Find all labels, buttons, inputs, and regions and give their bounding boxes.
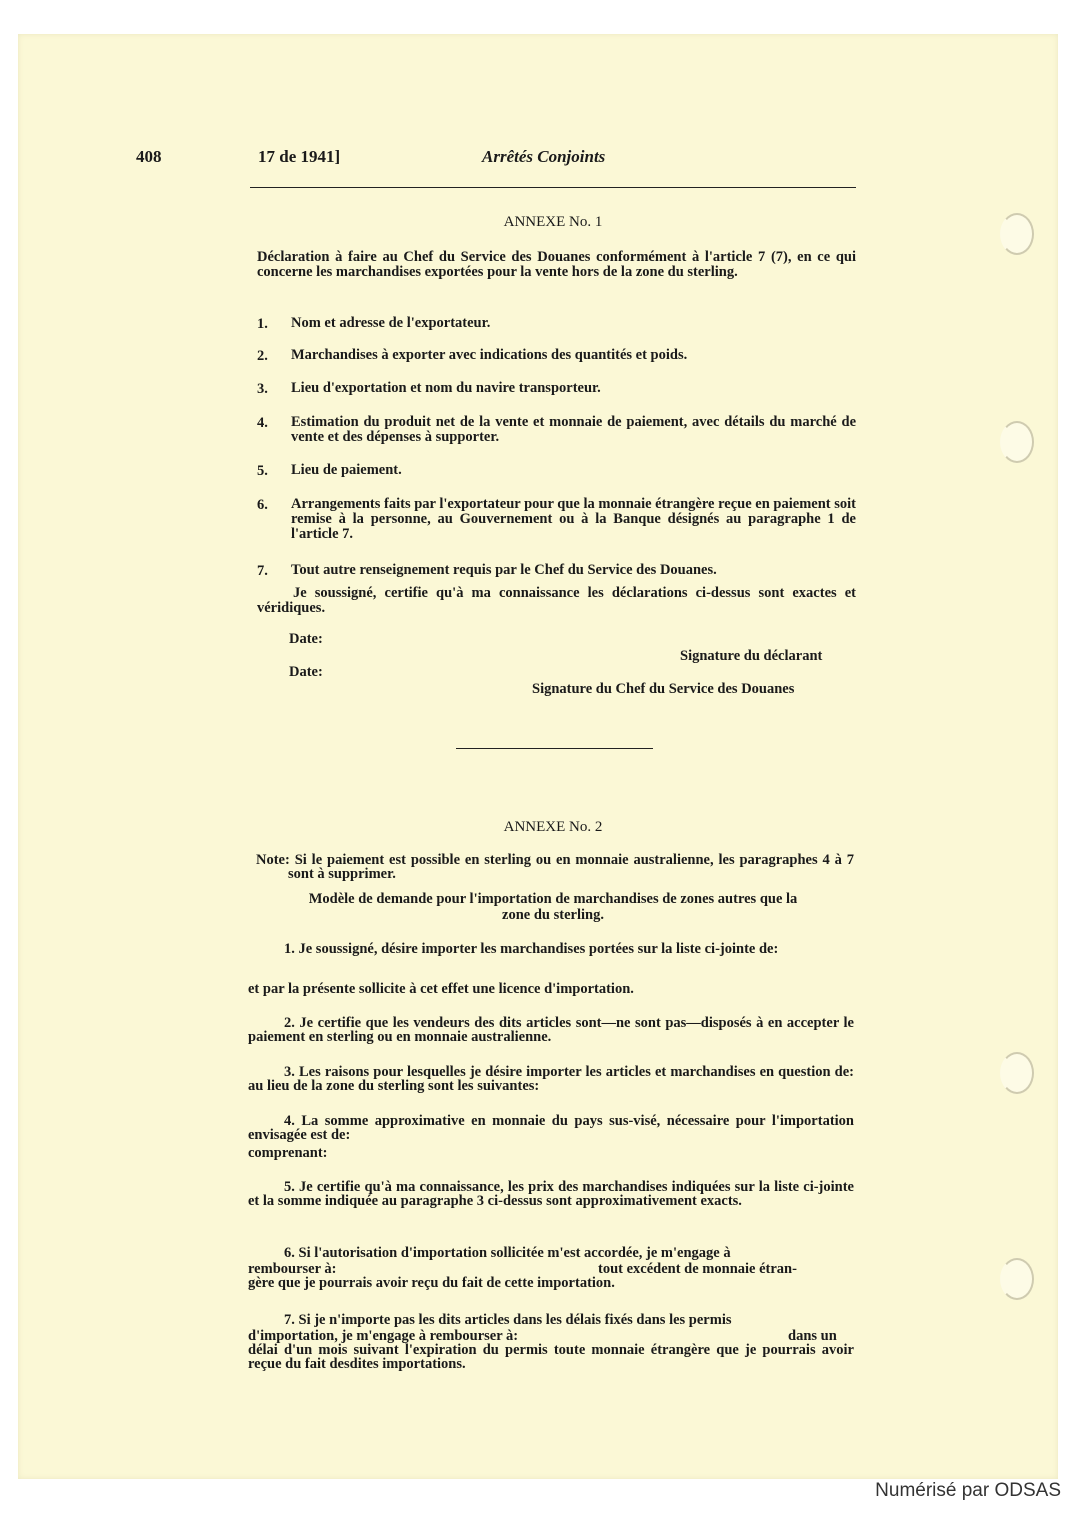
paragraph-4: 4. La somme approximative en monnaie du pays sus-visé, nécessaire pour l'importation envisagée est de: bbox=[248, 1113, 854, 1143]
page-number: 408 bbox=[136, 147, 162, 166]
item-text: Lieu de paiement. bbox=[291, 462, 402, 478]
paragraph-6-line3: gère que je pourrais avoir reçu du fait de cette importation. bbox=[248, 1275, 615, 1291]
paragraph-7-delay: dans un bbox=[788, 1328, 837, 1344]
header-reference: 17 de 1941] bbox=[258, 147, 341, 166]
paragraph-2: 2. Je certifie que les vendeurs des dits articles sont—ne sont pas—disposés à en accepter le paiement en sterling ou en monnaie australienne. bbox=[248, 1015, 854, 1045]
paragraph-3: 3. Les raisons pour lesquelles je désire importer les articles et marchandises en question de: au lieu de la zone du sterling sont les suivantes: bbox=[248, 1064, 854, 1094]
header-rule bbox=[250, 187, 856, 188]
signature-declarant: Signature du déclarant bbox=[680, 648, 823, 664]
date-label: Date: bbox=[289, 631, 323, 647]
item-text: Lieu d'exportation et nom du navire transporteur. bbox=[291, 380, 601, 396]
item-text: Marchandises à exporter avec indications des quantités et poids. bbox=[291, 347, 688, 363]
paragraph-7-reimburse: d'importation, je m'engage à rembourser à: bbox=[248, 1328, 519, 1344]
paragraph-6-line1: 6. Si l'autorisation d'importation sollicitée m'est accordée, je m'engage à bbox=[284, 1245, 731, 1261]
item-number: 6. bbox=[257, 497, 268, 513]
binder-hole bbox=[1000, 213, 1034, 255]
paragraph-5: 5. Je certifie qu'à ma connaissance, les prix des marchandises indiquées sur la liste ci-jointe et la somme indiquée au paragraphe 3 ci-dessus sont approximativement exacts. bbox=[248, 1179, 854, 1209]
signature-chef: Signature du Chef du Service des Douanes bbox=[532, 681, 795, 697]
item-number: 2. bbox=[257, 348, 268, 364]
item-number: 3. bbox=[257, 381, 268, 397]
annexe2-model-line: zone du sterling. bbox=[502, 907, 604, 923]
paragraph-6-excess: tout excédent de monnaie étran- bbox=[598, 1261, 797, 1277]
paragraph-1-continued: et par la présente sollicite à cet effet une licence d'importation. bbox=[248, 981, 634, 997]
paragraph-6-reimburse: rembourser à: bbox=[248, 1261, 337, 1277]
item-number: 5. bbox=[257, 463, 268, 479]
date-label: Date: bbox=[289, 664, 323, 680]
annexe2-note: Note: Si le paiement est possible en sterling ou en monnaie australienne, les paragraphes 4 à 7 sont à supprimer. bbox=[256, 852, 854, 882]
item-text: Arrangements faits par l'exportateur pour que la monnaie étrangère reçue en paiement soit remise à la personne, au Gouvernement ou à la Banque désignés au paragraphe 1 de l'article 7. bbox=[291, 496, 856, 542]
annexe2-model-line: Modèle de demande pour l'importation de marchandises de zones autres que la bbox=[308, 891, 798, 907]
item-text: Nom et adresse de l'exportateur. bbox=[291, 315, 491, 331]
item-number: 7. bbox=[257, 563, 268, 579]
item-number: 1. bbox=[257, 316, 268, 332]
binder-hole bbox=[1000, 421, 1034, 463]
paragraph-4-continued: comprenant: bbox=[248, 1145, 328, 1161]
binder-hole bbox=[1000, 1052, 1034, 1094]
item-text: Tout autre renseignement requis par le Chef du Service des Douanes. bbox=[291, 562, 717, 578]
header-title: Arrêtés Conjoints bbox=[482, 147, 606, 166]
binder-hole bbox=[1000, 1258, 1034, 1300]
annexe1-heading: ANNEXE No. 1 bbox=[503, 214, 603, 230]
item-text: Estimation du produit net de la vente et monnaie de paiement, avec détails du marché de vente et des dépenses à supporter. bbox=[291, 414, 856, 445]
annexe1-intro: Déclaration à faire au Chef du Service des Douanes conformément à l'article 7 (7), en ce qui concerne les marchandises exportées pour la vente hors de la zone du sterling. bbox=[257, 249, 856, 280]
annexe2-heading: ANNEXE No. 2 bbox=[503, 819, 603, 835]
paragraph-7-line3: délai d'un mois suivant l'expiration du permis toute monnaie étrangère que je pourrais avoir reçue du fait desdites importations. bbox=[248, 1342, 854, 1372]
paragraph-7-line1: 7. Si je n'importe pas les dits articles dans les délais fixés dans les permis bbox=[284, 1312, 732, 1328]
item-number: 4. bbox=[257, 415, 268, 431]
paragraph-1: 1. Je soussigné, désire importer les marchandises portées sur la liste ci-jointe de: bbox=[284, 941, 779, 957]
certification-statement: Je soussigné, certifie qu'à ma connaissance les déclarations ci-dessus sont exactes et véridiques. bbox=[257, 585, 856, 616]
section-divider bbox=[456, 748, 653, 749]
digitized-by-credit: Numérisé par ODSAS bbox=[875, 1480, 1061, 1501]
